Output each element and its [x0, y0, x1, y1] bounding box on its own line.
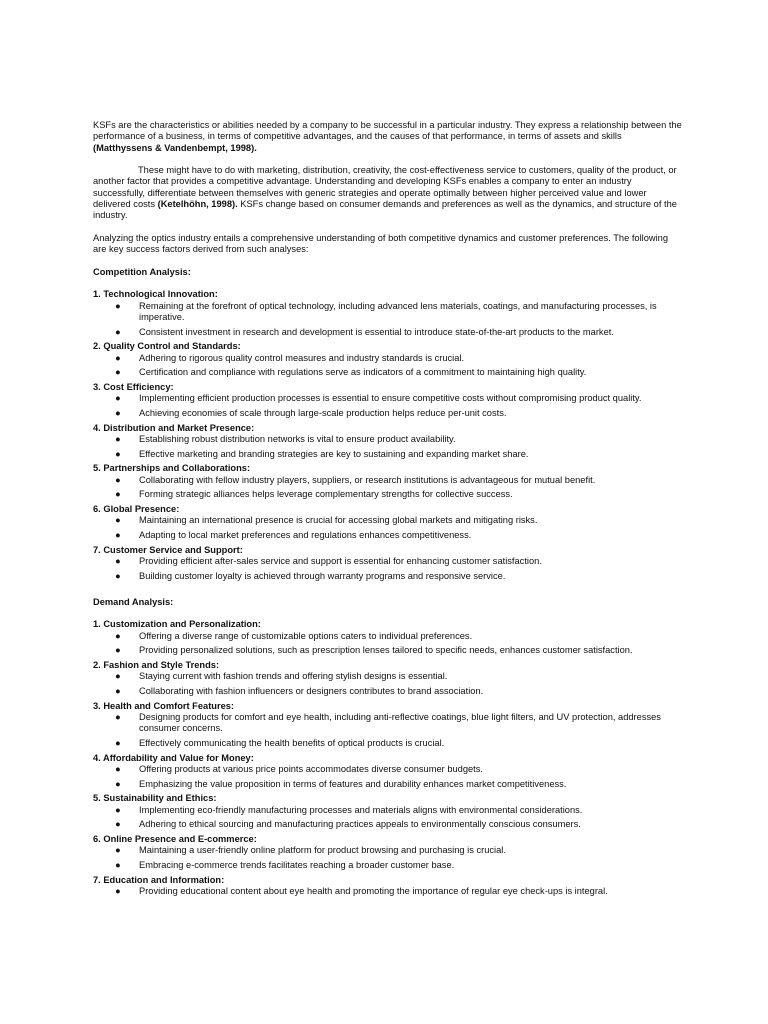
list-item [93, 327, 683, 338]
bullet-text: Establishing robust distribution networks is vital to ensure product availability. [139, 434, 456, 445]
bullet-text: Maintaining an international presence is crucial for accessing global markets and mitigating risks. [139, 515, 538, 526]
competition-factor-title: 2. Quality Control and Standards: [93, 341, 241, 352]
list-item [93, 571, 683, 582]
bullet-icon: ● [115, 489, 121, 500]
bullet-icon: ● [115, 448, 121, 459]
list-item [93, 301, 683, 324]
demand-factor-title: 6. Online Presence and E-commerce: [93, 834, 257, 844]
list-item [93, 393, 683, 404]
bullet-icon: ● [115, 686, 121, 696]
demand-factor-title: 3. Health and Comfort Features: [93, 700, 235, 711]
intro-p2-citation: (Ketelhöhn, 1998). [157, 199, 238, 210]
bullet-icon: ● [115, 778, 121, 789]
bullet-text: Forming strategic alliances helps leverage complementary strengths for collective success. [139, 489, 513, 500]
list-item [93, 489, 683, 500]
demand-factor-bullets [93, 886, 683, 897]
list-item [93, 645, 683, 656]
competition-factor-bullets [93, 434, 683, 460]
document-page [93, 120, 683, 901]
list-item [93, 671, 683, 682]
bullet-icon: ● [115, 556, 121, 567]
list-item [93, 530, 683, 541]
bullet-text: Offering products at various price points accommodates diverse consumer budgets. [139, 763, 483, 774]
bullet-text: Offering a diverse range of customizable options caters to individual preferences. [139, 630, 473, 641]
intro-paragraph-3: Analyzing the optics industry entails a comprehensive understanding of both competitive dynamics and customer preferences. The following are key success factors derived from such analyses: [93, 232, 668, 255]
bullet-icon: ● [115, 300, 121, 311]
bullet-text: Collaborating with fellow industry players, suppliers, or research institutions is advantageous for mutual benefit. [139, 474, 596, 485]
bullet-icon: ● [115, 859, 121, 870]
demand-factor-bullets [93, 845, 683, 871]
bullet-icon: ● [115, 570, 121, 581]
bullet-icon: ● [115, 326, 121, 337]
list-item [93, 860, 683, 871]
intro-p2-text: These might have to do with marketing, distribution, creativity, the cost-effectiveness service to customers, quality of the product, or another factor that provides a competitive advantage. Understanding and developing KSFs enables a company to enter an industry successfully, differentiate between themselves with generic strategies and operate optimally between higher perceived value and lower delivered costs [93, 165, 677, 210]
demand-factor-bullets [93, 671, 683, 697]
bullet-text: Implementing efficient production processes is essential to ensure competitive costs without compromising product quality. [139, 393, 642, 404]
competition-factor-title: 5. Partnerships and Collaborations: [93, 463, 251, 474]
bullet-text: Effectively communicating the health benefits of optical products is crucial. [139, 737, 445, 748]
bullet-text: Providing educational content about eye health and promoting the importance of regular eye check-ups is integral. [139, 885, 608, 896]
competition-section-title: Competition Analysis: [93, 266, 191, 277]
competition-factor-bullets [93, 475, 683, 501]
bullet-icon: ● [115, 515, 121, 526]
intro-paragraph-1 [93, 120, 683, 154]
bullet-icon: ● [115, 845, 121, 856]
list-item [93, 845, 683, 856]
bullet-text: Adhering to ethical sourcing and manufacturing practices appeals to environmentally conscious consumers. [139, 819, 581, 830]
intro-p1-text: KSFs are the characteristics or abilities needed by a company to be successful in a particular industry. They express a relationship between the performance of a business, in terms of competitive advantages, and the causes of that performance, in terms of assets and skills [93, 120, 682, 142]
demand-factor-title: 1. Customization and Personalization: [93, 619, 261, 630]
bullet-icon: ● [115, 352, 121, 363]
competition-factor-bullets [93, 301, 683, 338]
bullet-icon: ● [115, 408, 121, 419]
list-item [93, 805, 683, 816]
bullet-icon: ● [115, 393, 121, 404]
demand-factor-bullets [93, 805, 683, 831]
bullet-text: Adapting to local market preferences and regulations enhances competitiveness. [139, 530, 472, 541]
competition-factor-title: 6. Global Presence: [93, 504, 180, 515]
bullet-icon: ● [115, 645, 121, 656]
bullet-text: Effective marketing and branding strategies are key to sustaining and expanding market share. [139, 448, 529, 459]
bullet-text: Remaining at the forefront of optical technology, including advanced lens materials, coatings, and manufacturing processes, is imperative. [139, 300, 657, 323]
bullet-text: Designing products for comfort and eye health, including anti-reflective coatings, blue light filters, and UV protection, addresses consumer concerns. [139, 711, 661, 734]
demand-factor-bullets [93, 712, 683, 749]
list-item [93, 779, 683, 790]
bullet-text: Implementing eco-friendly manufacturing processes and materials aligns with environmental considerations. [139, 804, 583, 815]
intro-p1-citation: (Matthyssens & Vandenbempt, 1998). [93, 142, 257, 153]
demand-factor-title: 5. Sustainability and Ethics: [93, 793, 217, 804]
competition-factor-bullets [93, 393, 683, 419]
list-item [93, 515, 683, 526]
bullet-icon: ● [115, 819, 121, 830]
bullet-icon: ● [115, 804, 121, 815]
demand-factor-title: 2. Fashion and Style Trends: [93, 660, 220, 671]
bullet-text: Emphasizing the value proposition in terms of features and durability enhances market competitiveness. [139, 778, 567, 789]
list-item [93, 367, 683, 378]
bullet-text: Achieving economies of scale through large-scale production helps reduce per-unit costs. [139, 408, 507, 419]
bullet-text: Providing personalized solutions, such as prescription lenses tailored to specific needs, enhances customer satisfaction. [139, 645, 633, 656]
list-item [93, 764, 683, 775]
demand-factor-list [93, 619, 683, 897]
competition-factor-list [93, 289, 683, 582]
list-item [93, 556, 683, 567]
list-item [93, 475, 683, 486]
list-item [93, 738, 683, 749]
bullet-icon: ● [115, 885, 121, 896]
competition-factor-bullets [93, 556, 683, 582]
list-item [93, 686, 683, 697]
demand-factor-bullets [93, 631, 683, 657]
intro-p2-tail: KSFs change based on consumer demands and preferences as well as the dynamics, and structure of the industry. [93, 199, 677, 221]
bullet-text: Collaborating with fashion influencers or designers contributes to brand association. [139, 686, 484, 696]
list-item [93, 408, 683, 419]
demand-factor-bullets [93, 764, 683, 790]
competition-factor-title: 1. Technological Innovation: [93, 289, 218, 300]
bullet-text: Consistent investment in research and development is essential to introduce state-of-the-art products to the market. [139, 326, 614, 337]
bullet-text: Building customer loyalty is achieved through warranty programs and responsive service. [139, 570, 506, 581]
list-item [93, 712, 683, 735]
bullet-text: Providing efficient after-sales service and support is essential for enhancing customer satisfaction. [139, 556, 542, 567]
demand-factor-title: 4. Affordability and Value for Money: [93, 752, 254, 763]
competition-factor-title: 3. Cost Efficiency: [93, 382, 174, 393]
bullet-icon: ● [115, 434, 121, 445]
competition-factor-title: 4. Distribution and Market Presence: [93, 422, 255, 433]
competition-factor-bullets [93, 515, 683, 541]
bullet-text: Embracing e-commerce trends facilitates reaching a broader customer base. [139, 859, 455, 870]
bullet-icon: ● [115, 630, 121, 641]
list-item [93, 886, 683, 897]
competition-factor-bullets [93, 353, 683, 379]
bullet-icon: ● [115, 367, 121, 378]
bullet-text: Certification and compliance with regulations serve as indicators of a commitment to maintaining high quality. [139, 367, 587, 378]
bullet-icon: ● [115, 530, 121, 541]
bullet-icon: ● [115, 671, 121, 682]
list-item [93, 449, 683, 460]
list-item [93, 353, 683, 364]
list-item [93, 631, 683, 642]
demand-factor-title: 7. Education and Information: [93, 874, 225, 885]
bullet-text: Maintaining a user-friendly online platform for product browsing and purchasing is crucial. [139, 845, 506, 856]
bullet-icon: ● [115, 711, 121, 722]
intro-paragraph-2 [93, 165, 683, 221]
list-item [93, 434, 683, 445]
demand-section-title: Demand Analysis: [93, 596, 174, 607]
bullet-icon: ● [115, 737, 121, 748]
bullet-text: Staying current with fashion trends and offering stylish designs is essential. [139, 671, 448, 682]
bullet-icon: ● [115, 763, 121, 774]
bullet-text: Adhering to rigorous quality control measures and industry standards is crucial. [139, 352, 465, 363]
list-item [93, 819, 683, 830]
bullet-icon: ● [115, 474, 121, 485]
competition-factor-title: 7. Customer Service and Support: [93, 544, 243, 555]
